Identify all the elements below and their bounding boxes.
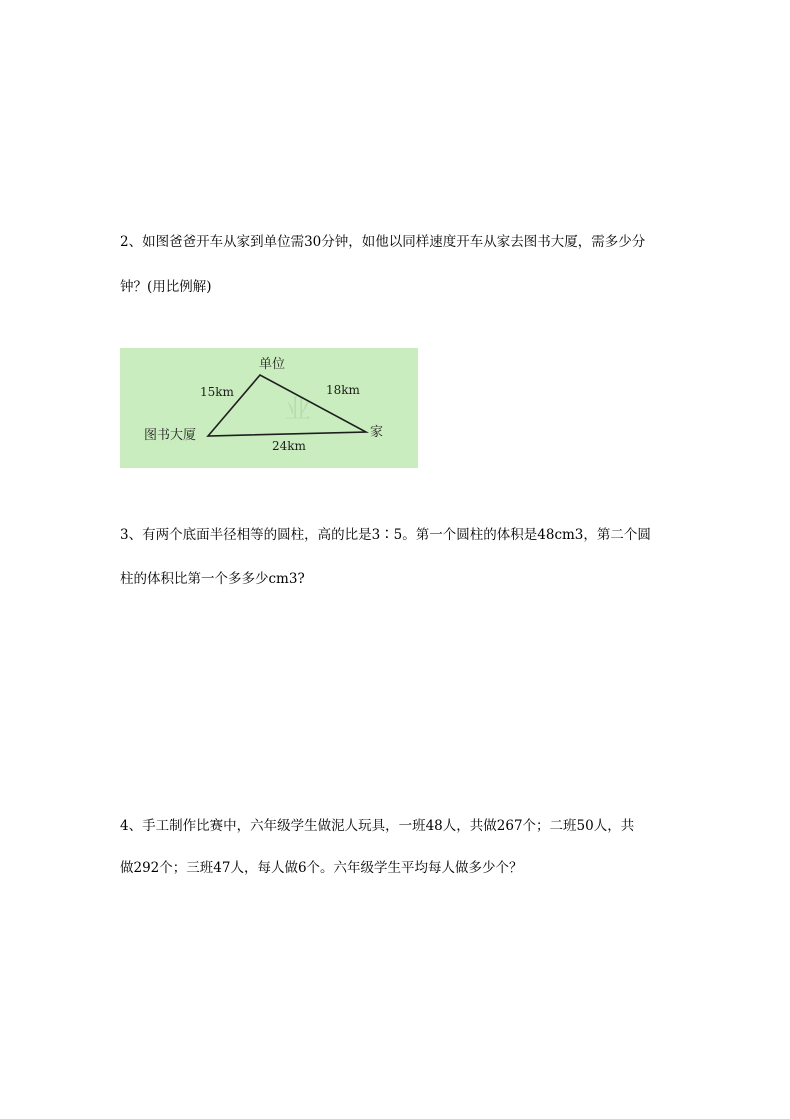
label-side-right: 18km [326,383,360,397]
question-4-line-2: 做292个；三班47人，每人做6个。六年级学生平均每人做多少个？ [120,860,523,876]
label-unit: 单位 [259,357,286,372]
question-2-line-1: 2、如图爸爸开车从家到单位需30分钟，如他以同样速度开车从家去图书大厦，需多少分 [120,234,646,250]
label-home: 家 [370,425,384,440]
question-2-line-2: 钟？(用比例解) [120,279,212,295]
question-3-line-2: 柱的体积比第一个多多少cm3? [120,571,305,587]
question-3-line-1: 3、有两个底面半径相等的圆柱，高的比是3∶5。第一个圆柱的体积是48cm3，第二个圆 [120,527,651,543]
diagram-watermark: 业 [285,395,312,425]
label-library: 图书大厦 [144,428,197,443]
triangle-distance-diagram [120,348,418,468]
label-side-bottom: 24km [272,439,306,453]
label-side-left: 15km [200,385,234,399]
question-4-line-1: 4、手工制作比赛中，六年级学生做泥人玩具，一班48人，共做267个；二班50人，共 [120,818,635,834]
